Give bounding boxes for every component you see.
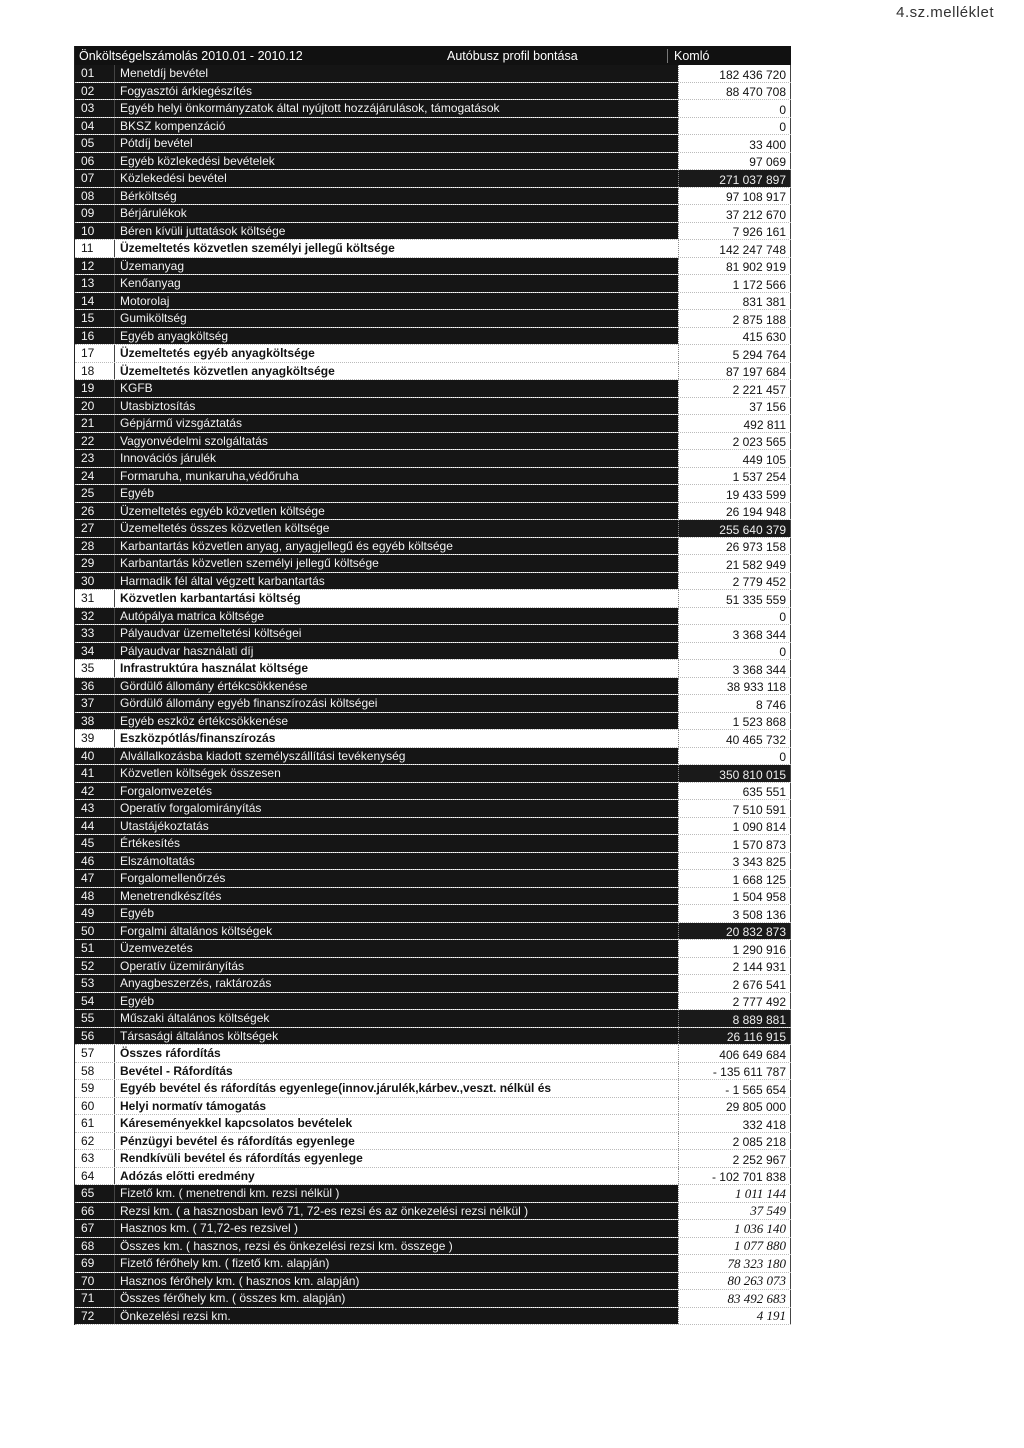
row-number: 66 (75, 1203, 115, 1220)
row-number: 45 (75, 835, 115, 852)
row-value: 1 290 916 (678, 940, 791, 957)
header-location: Komló (667, 49, 791, 63)
row-value: 1 077 880 (678, 1238, 791, 1255)
row-label: Egyéb közlekedési bevételek (115, 153, 678, 170)
row-value: 415 630 (678, 328, 791, 345)
row-number: 23 (75, 450, 115, 467)
row-label: Káreseményekkel kapcsolatos bevételek (115, 1115, 678, 1132)
row-label: Adózás előtti eredmény (115, 1168, 678, 1185)
row-value: 2 252 967 (678, 1150, 791, 1167)
row-number: 72 (75, 1308, 115, 1325)
row-number: 36 (75, 678, 115, 695)
row-number: 37 (75, 695, 115, 712)
row-value: 26 194 948 (678, 503, 791, 520)
row-value: 2 023 565 (678, 433, 791, 450)
table-row (75, 310, 791, 328)
row-label: Hasznos km. ( 71,72-es rezsivel ) (115, 1220, 678, 1237)
row-label: Karbantartás közvetlen anyag, anyagjellegű és egyéb költsége (115, 538, 678, 555)
row-value: 271 037 897 (678, 170, 791, 187)
row-value: 3 343 825 (678, 853, 791, 870)
row-value: 33 400 (678, 135, 791, 152)
table-row (75, 818, 791, 836)
row-label: Forgalmi általános költségek (115, 923, 678, 940)
row-value: 0 (678, 748, 791, 765)
row-value: 1 537 254 (678, 468, 791, 485)
table-row (75, 923, 791, 941)
row-value: 3 368 344 (678, 625, 791, 642)
row-label: Bérjárulékok (115, 205, 678, 222)
table-row (75, 538, 791, 556)
table-row (75, 415, 791, 433)
row-value: 1 668 125 (678, 870, 791, 887)
row-value: 2 221 457 (678, 380, 791, 397)
row-label: Alvállalkozásba kiadott személyszállítási tevékenység (115, 748, 678, 765)
row-number: 22 (75, 433, 115, 450)
row-value: 142 247 748 (678, 240, 791, 257)
table-row (75, 1273, 791, 1291)
table-row (75, 958, 791, 976)
row-number: 61 (75, 1115, 115, 1132)
row-label: Elszámoltatás (115, 853, 678, 870)
row-label: Fogyasztói árkiegészítés (115, 83, 678, 100)
table-row (75, 450, 791, 468)
row-number: 03 (75, 100, 115, 117)
row-value: 1 570 873 (678, 835, 791, 852)
row-label: Pótdíj bevétel (115, 135, 678, 152)
row-value: 97 069 (678, 153, 791, 170)
table-row (75, 888, 791, 906)
row-label: Közvetlen költségek összesen (115, 765, 678, 782)
row-value: 492 811 (678, 415, 791, 432)
row-label: Operatív forgalomirányítás (115, 800, 678, 817)
row-number: 31 (75, 590, 115, 607)
row-value: 21 582 949 (678, 555, 791, 572)
row-value: 7 926 161 (678, 223, 791, 240)
row-value: 26 973 158 (678, 538, 791, 555)
table-row (75, 643, 791, 661)
row-label: Egyéb (115, 485, 678, 502)
table-row (75, 240, 791, 258)
row-label: Operatív üzemirányítás (115, 958, 678, 975)
row-label: Karbantartás közvetlen személyi jellegű költsége (115, 555, 678, 572)
row-label: Üzemeltetés összes közvetlen költsége (115, 520, 678, 537)
row-number: 09 (75, 205, 115, 222)
row-value: 2 779 452 (678, 573, 791, 590)
row-value: 1 090 814 (678, 818, 791, 835)
row-label: Rezsi km. ( a hasznosban levő 71, 72-es rezsi és az önkezelési rezsi nélkül ) (115, 1203, 678, 1220)
row-value: - 135 611 787 (678, 1063, 791, 1080)
row-value: 1 504 958 (678, 888, 791, 905)
row-label: BKSZ kompenzáció (115, 118, 678, 135)
table-row (75, 853, 791, 871)
row-label: Menetdíj bevétel (115, 65, 678, 82)
row-label: Anyagbeszerzés, raktározás (115, 975, 678, 992)
row-value: 1 036 140 (678, 1220, 791, 1237)
row-label: Társasági általános költségek (115, 1028, 678, 1045)
table-row (75, 503, 791, 521)
row-value: 2 875 188 (678, 310, 791, 327)
row-number: 39 (75, 730, 115, 747)
table-row (75, 800, 791, 818)
table-row (75, 345, 791, 363)
row-label: Üzemvezetés (115, 940, 678, 957)
row-number: 06 (75, 153, 115, 170)
table-row (75, 940, 791, 958)
table-row (75, 293, 791, 311)
table-row (75, 1255, 791, 1273)
table-row (75, 485, 791, 503)
row-number: 28 (75, 538, 115, 555)
table-row (75, 1150, 791, 1168)
row-label: Béren kívüli juttatások költsége (115, 223, 678, 240)
row-number: 11 (75, 240, 115, 257)
row-value: - 102 701 838 (678, 1168, 791, 1185)
row-label: Műszaki általános költségek (115, 1010, 678, 1027)
row-label: Vagyonvédelmi szolgáltatás (115, 433, 678, 450)
row-label: Infrastruktúra használat költsége (115, 660, 678, 677)
row-value: 2 777 492 (678, 993, 791, 1010)
row-label: Bevétel - Ráfordítás (115, 1063, 678, 1080)
table-row (75, 1133, 791, 1151)
row-value: 2 144 931 (678, 958, 791, 975)
table-row (75, 870, 791, 888)
row-value: 1 172 566 (678, 275, 791, 292)
row-label: Eszközpótlás/finanszírozás (115, 730, 678, 747)
table-row (75, 328, 791, 346)
annex-label: 4.sz.melléklet (896, 4, 994, 21)
row-label: Egyéb eszköz értékcsökkenése (115, 713, 678, 730)
row-number: 52 (75, 958, 115, 975)
row-label: Forgalomvezetés (115, 783, 678, 800)
row-value: 37 156 (678, 398, 791, 415)
row-number: 33 (75, 625, 115, 642)
row-label: Innovációs járulék (115, 450, 678, 467)
row-number: 20 (75, 398, 115, 415)
row-number: 41 (75, 765, 115, 782)
row-value: 3 368 344 (678, 660, 791, 677)
row-number: 51 (75, 940, 115, 957)
row-value: 449 105 (678, 450, 791, 467)
row-label: Egyéb anyagköltség (115, 328, 678, 345)
row-value: - 1 565 654 (678, 1080, 791, 1097)
table-row (75, 1308, 791, 1326)
table-row (75, 1080, 791, 1098)
row-label: Hasznos férőhely km. ( hasznos km. alapján) (115, 1273, 678, 1290)
table-row (75, 188, 791, 206)
row-number: 38 (75, 713, 115, 730)
row-number: 42 (75, 783, 115, 800)
row-value: 19 433 599 (678, 485, 791, 502)
table-row (75, 83, 791, 101)
table-row (75, 573, 791, 591)
row-value: 83 492 683 (678, 1290, 791, 1307)
row-value: 3 508 136 (678, 905, 791, 922)
row-number: 46 (75, 853, 115, 870)
row-number: 21 (75, 415, 115, 432)
row-label: Fizető km. ( menetrendi km. rezsi nélkül ) (115, 1185, 678, 1202)
row-label: Menetrendkészítés (115, 888, 678, 905)
row-value: 4 191 (678, 1308, 791, 1325)
row-number: 04 (75, 118, 115, 135)
row-value: 8 746 (678, 695, 791, 712)
table-row (75, 223, 791, 241)
row-number: 19 (75, 380, 115, 397)
row-label: Üzemeltetés egyéb anyagköltsége (115, 345, 678, 362)
row-value: 255 640 379 (678, 520, 791, 537)
row-label: Üzemeltetés egyéb közvetlen költsége (115, 503, 678, 520)
row-value: 7 510 591 (678, 800, 791, 817)
row-number: 56 (75, 1028, 115, 1045)
row-label: Egyéb helyi önkormányzatok által nyújtott hozzájárulások, támogatások (115, 100, 678, 117)
row-number: 67 (75, 1220, 115, 1237)
row-value: 2 676 541 (678, 975, 791, 992)
table-row (75, 363, 791, 381)
row-label: Helyi normatív támogatás (115, 1098, 678, 1115)
row-value: 1 011 144 (678, 1185, 791, 1202)
row-label: Forgalomellenőrzés (115, 870, 678, 887)
row-value: 5 294 764 (678, 345, 791, 362)
row-label: Gépjármű vizsgáztatás (115, 415, 678, 432)
row-label: Pályaudvar használati díj (115, 643, 678, 660)
row-value: 0 (678, 643, 791, 660)
row-number: 25 (75, 485, 115, 502)
row-value: 350 810 015 (678, 765, 791, 782)
table-row (75, 1168, 791, 1186)
row-value: 88 470 708 (678, 83, 791, 100)
row-label: Üzemeltetés közvetlen anyagköltsége (115, 363, 678, 380)
table-row (75, 748, 791, 766)
row-number: 10 (75, 223, 115, 240)
row-number: 49 (75, 905, 115, 922)
row-label: Gumiköltség (115, 310, 678, 327)
row-label: Pénzügyi bevétel és ráfordítás egyenlege (115, 1133, 678, 1150)
row-value: 81 902 919 (678, 258, 791, 275)
row-value: 37 549 (678, 1203, 791, 1220)
row-label: Autópálya matrica költsége (115, 608, 678, 625)
row-label: Értékesítés (115, 835, 678, 852)
row-number: 24 (75, 468, 115, 485)
table-row (75, 835, 791, 853)
table-row (75, 100, 791, 118)
row-number: 18 (75, 363, 115, 380)
table-header (75, 46, 791, 65)
table-row (75, 468, 791, 486)
table-row (75, 1220, 791, 1238)
row-value: 51 335 559 (678, 590, 791, 607)
row-number: 57 (75, 1045, 115, 1062)
table-row (75, 135, 791, 153)
row-number: 65 (75, 1185, 115, 1202)
row-label: Összes km. ( hasznos, rezsi és önkezelési rezsi km. összege ) (115, 1238, 678, 1255)
table-row (75, 1238, 791, 1256)
row-value: 0 (678, 100, 791, 117)
row-number: 14 (75, 293, 115, 310)
table-row (75, 783, 791, 801)
row-label: Egyéb (115, 905, 678, 922)
table-row (75, 170, 791, 188)
row-label: Formaruha, munkaruha,védőruha (115, 468, 678, 485)
row-label: Kenőanyag (115, 275, 678, 292)
row-number: 44 (75, 818, 115, 835)
row-number: 13 (75, 275, 115, 292)
table-row (75, 1115, 791, 1133)
row-value: 80 263 073 (678, 1273, 791, 1290)
row-number: 01 (75, 65, 115, 82)
table-row (75, 1203, 791, 1221)
row-number: 29 (75, 555, 115, 572)
row-number: 64 (75, 1168, 115, 1185)
table-row (75, 433, 791, 451)
table-row (75, 205, 791, 223)
table-row (75, 1028, 791, 1046)
table-row (75, 975, 791, 993)
row-number: 54 (75, 993, 115, 1010)
row-number: 27 (75, 520, 115, 537)
table-row (75, 678, 791, 696)
table-row (75, 1098, 791, 1116)
row-number: 47 (75, 870, 115, 887)
row-value: 2 085 218 (678, 1133, 791, 1150)
row-value: 8 889 881 (678, 1010, 791, 1027)
table-row (75, 555, 791, 573)
table-row (75, 993, 791, 1011)
table-row (75, 1010, 791, 1028)
row-number: 02 (75, 83, 115, 100)
row-number: 43 (75, 800, 115, 817)
row-value: 0 (678, 118, 791, 135)
row-label: Egyéb bevétel és ráfordítás egyenlege(innov.járulék,kárbev.,veszt. nélkül és (115, 1080, 678, 1097)
row-number: 58 (75, 1063, 115, 1080)
table-row (75, 1185, 791, 1203)
table-row (75, 275, 791, 293)
row-label: Önkezelési rezsi km. (115, 1308, 678, 1325)
row-value: 635 551 (678, 783, 791, 800)
row-label: Utasbiztosítás (115, 398, 678, 415)
row-number: 59 (75, 1080, 115, 1097)
table-row (75, 905, 791, 923)
row-label: Harmadik fél által végzett karbantartás (115, 573, 678, 590)
table-row (75, 713, 791, 731)
table-row (75, 660, 791, 678)
table-row (75, 695, 791, 713)
row-label: Pályaudvar üzemeltetési költségei (115, 625, 678, 642)
row-value: 97 108 917 (678, 188, 791, 205)
row-value: 406 649 684 (678, 1045, 791, 1062)
row-number: 08 (75, 188, 115, 205)
row-value: 1 523 868 (678, 713, 791, 730)
row-label: Fizető férőhely km. ( fizető km. alapján) (115, 1255, 678, 1272)
row-number: 53 (75, 975, 115, 992)
row-number: 26 (75, 503, 115, 520)
row-label: Üzemeltetés közvetlen személyi jellegű költsége (115, 240, 678, 257)
row-number: 70 (75, 1273, 115, 1290)
row-value: 182 436 720 (678, 65, 791, 82)
row-value: 26 116 915 (678, 1028, 791, 1045)
row-number: 32 (75, 608, 115, 625)
header-subtitle: Autóbusz profil bontása (447, 48, 578, 63)
row-number: 63 (75, 1150, 115, 1167)
row-value: 38 933 118 (678, 678, 791, 695)
row-number: 60 (75, 1098, 115, 1115)
cost-table (74, 46, 791, 1325)
row-number: 12 (75, 258, 115, 275)
row-number: 34 (75, 643, 115, 660)
row-label: Közlekedési bevétel (115, 170, 678, 187)
row-value: 87 197 684 (678, 363, 791, 380)
row-number: 05 (75, 135, 115, 152)
table-row (75, 520, 791, 538)
table-body (75, 65, 791, 1325)
row-label: Gördülő állomány értékcsökkenése (115, 678, 678, 695)
row-label: Összes ráfordítás (115, 1045, 678, 1062)
header-title: Önköltségelszámolás 2010.01 - 2010.12 (79, 48, 303, 63)
row-value: 332 418 (678, 1115, 791, 1132)
row-label: Rendkívüli bevétel és ráfordítás egyenlege (115, 1150, 678, 1167)
row-value: 37 212 670 (678, 205, 791, 222)
table-row (75, 153, 791, 171)
row-value: 29 805 000 (678, 1098, 791, 1115)
row-number: 68 (75, 1238, 115, 1255)
table-row (75, 765, 791, 783)
table-row (75, 1290, 791, 1308)
row-number: 07 (75, 170, 115, 187)
table-row (75, 398, 791, 416)
row-value: 40 465 732 (678, 730, 791, 747)
row-number: 40 (75, 748, 115, 765)
row-value: 78 323 180 (678, 1255, 791, 1272)
table-row (75, 1045, 791, 1063)
row-number: 50 (75, 923, 115, 940)
row-number: 48 (75, 888, 115, 905)
table-row (75, 590, 791, 608)
row-label: Összes férőhely km. ( összes km. alapján) (115, 1290, 678, 1307)
row-label: Üzemanyag (115, 258, 678, 275)
row-number: 15 (75, 310, 115, 327)
table-row (75, 65, 791, 83)
row-number: 55 (75, 1010, 115, 1027)
row-label: KGFB (115, 380, 678, 397)
row-value: 831 381 (678, 293, 791, 310)
row-label: Utastájékoztatás (115, 818, 678, 835)
table-row (75, 608, 791, 626)
row-number: 69 (75, 1255, 115, 1272)
row-value: 0 (678, 608, 791, 625)
row-label: Bérköltség (115, 188, 678, 205)
row-label: Egyéb (115, 993, 678, 1010)
row-number: 35 (75, 660, 115, 677)
table-row (75, 380, 791, 398)
row-number: 71 (75, 1290, 115, 1307)
row-label: Motorolaj (115, 293, 678, 310)
row-number: 30 (75, 573, 115, 590)
row-label: Gördülő állomány egyéb finanszírozási költségei (115, 695, 678, 712)
table-row (75, 118, 791, 136)
row-label: Közvetlen karbantartási költség (115, 590, 678, 607)
row-value: 20 832 873 (678, 923, 791, 940)
table-row (75, 730, 791, 748)
table-row (75, 1063, 791, 1081)
row-number: 16 (75, 328, 115, 345)
table-row (75, 258, 791, 276)
table-row (75, 625, 791, 643)
row-number: 17 (75, 345, 115, 362)
row-number: 62 (75, 1133, 115, 1150)
